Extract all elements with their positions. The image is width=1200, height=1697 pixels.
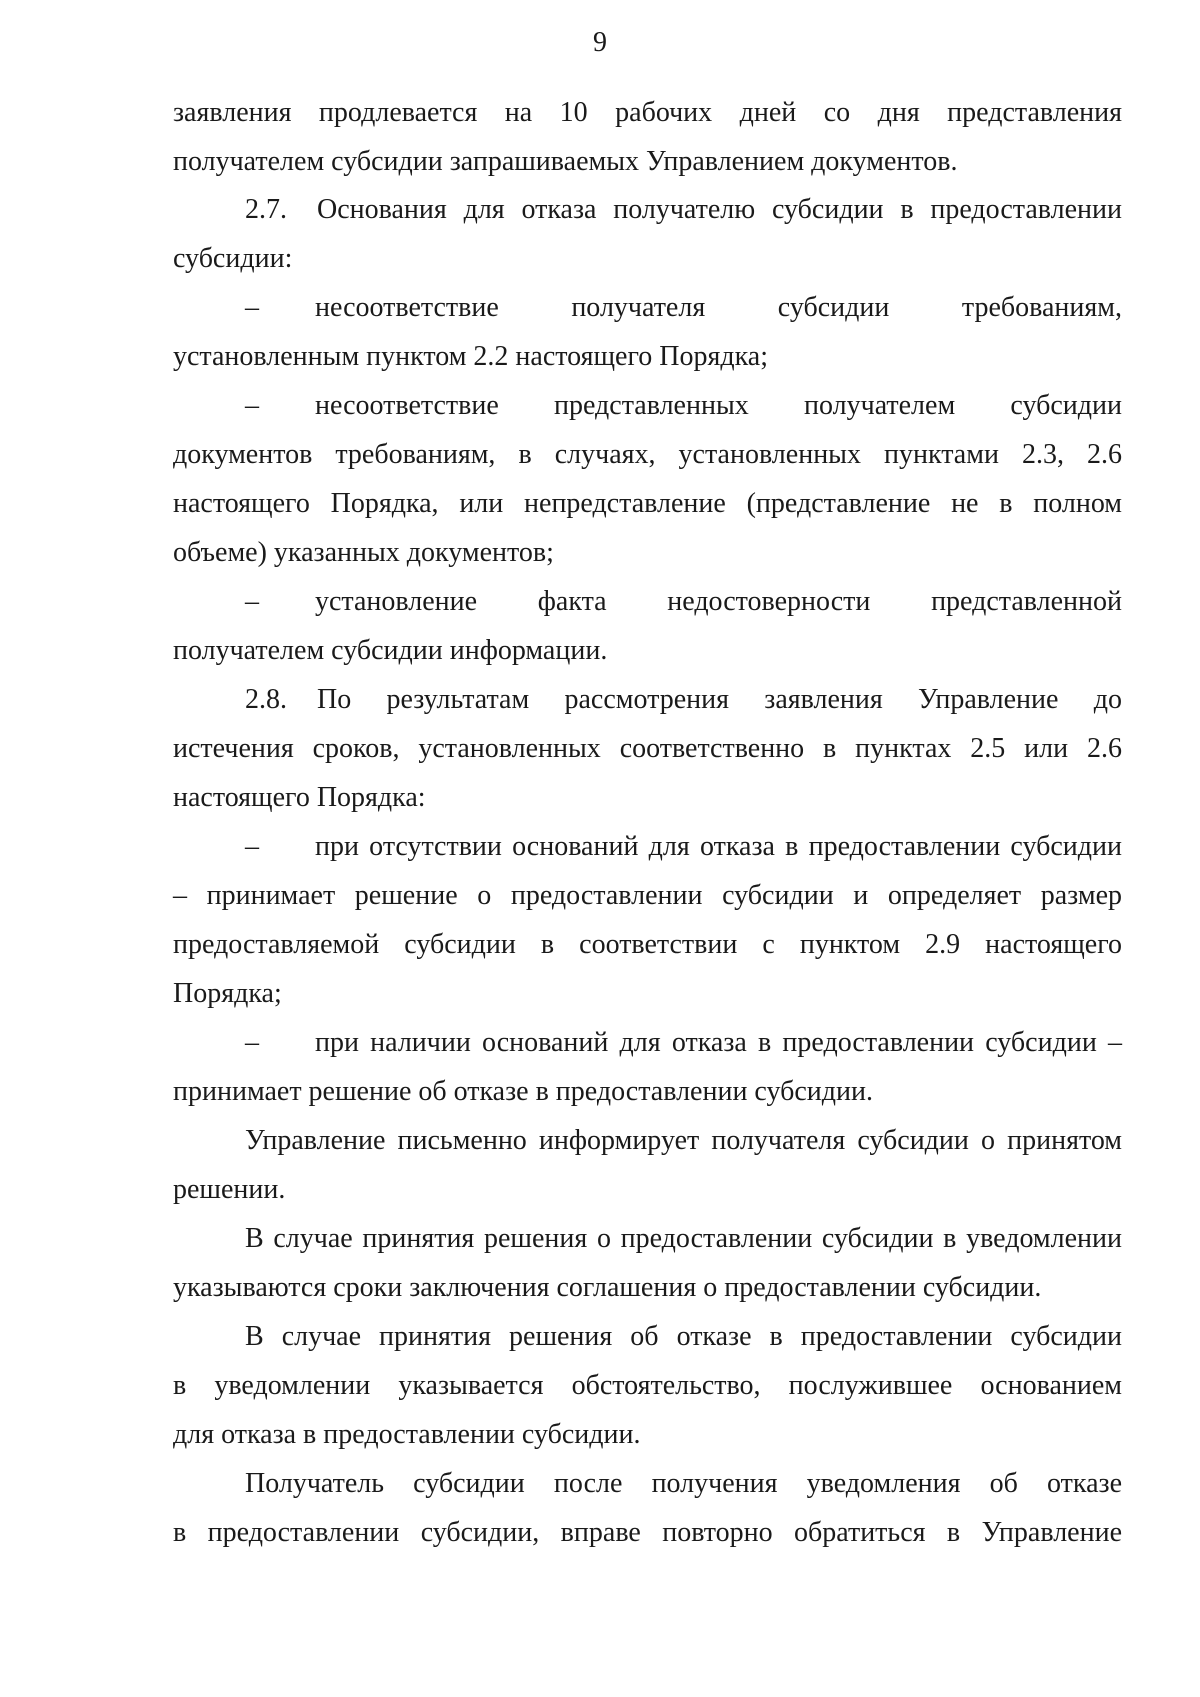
clause-2-8 bbox=[245, 683, 1122, 717]
list-item bbox=[245, 585, 1122, 619]
text-line: при отсутствии оснований для отказа в предоставлении субсидии bbox=[315, 831, 1122, 862]
text-line: Основания для отказа получателю субсидии в предоставлении bbox=[317, 194, 1122, 225]
text-line: Получатель субсидии после получения уведомления об отказе bbox=[245, 1468, 1122, 1499]
text-line: Порядка; bbox=[173, 978, 282, 1009]
text-line: субсидии: bbox=[173, 243, 293, 274]
text-line: в предоставлении субсидии, вправе повторно обратиться в Управление bbox=[173, 1517, 1122, 1548]
clause-2-7 bbox=[245, 193, 1122, 227]
text-line: заявления продлевается на 10 рабочих дней со дня представления bbox=[173, 97, 1122, 128]
text-line: документов требованиям, в случаях, установленных пунктами 2.3, 2.6 bbox=[173, 439, 1122, 470]
text-line: принимает решение об отказе в предоставлении субсидии. bbox=[173, 1076, 873, 1107]
page-number: 9 bbox=[593, 27, 607, 58]
text-line: – принимает решение о предоставлении субсидии и определяет размер bbox=[173, 880, 1122, 911]
dash-bullet: – bbox=[245, 292, 259, 323]
dash-bullet: – bbox=[245, 586, 259, 617]
clause-number: 2.8. bbox=[245, 684, 287, 715]
text-line: решении. bbox=[173, 1174, 286, 1205]
text-line: объеме) указанных документов; bbox=[173, 537, 554, 568]
text-line: установленным пунктом 2.2 настоящего Порядка; bbox=[173, 341, 768, 372]
list-item bbox=[245, 830, 1122, 864]
clause-number: 2.7. bbox=[245, 194, 287, 225]
text-line: По результатам рассмотрения заявления Управление до bbox=[317, 684, 1122, 715]
text-line: получателем субсидии запрашиваемых Управлением документов. bbox=[173, 146, 958, 177]
text-line: предоставляемой субсидии в соответствии с пунктом 2.9 настоящего bbox=[173, 929, 1122, 960]
dash-bullet: – bbox=[245, 831, 259, 862]
text-line: при наличии оснований для отказа в предоставлении субсидии – bbox=[315, 1027, 1122, 1058]
text-line: В случае принятия решения об отказе в предоставлении субсидии bbox=[245, 1321, 1122, 1352]
text-line: несоответствие представленных получателем субсидии bbox=[315, 390, 1122, 421]
list-item bbox=[245, 389, 1122, 423]
text-line: В случае принятия решения о предоставлении субсидии в уведомлении bbox=[245, 1223, 1122, 1254]
text-line: Управление письменно информирует получателя субсидии о принятом bbox=[245, 1125, 1122, 1156]
text-line: для отказа в предоставлении субсидии. bbox=[173, 1419, 641, 1450]
text-line: получателем субсидии информации. bbox=[173, 635, 608, 666]
dash-bullet: – bbox=[245, 390, 259, 421]
dash-bullet: – bbox=[245, 1027, 259, 1058]
list-item bbox=[245, 291, 1122, 325]
text-line: установление факта недостоверности представленной bbox=[315, 586, 1122, 617]
list-item bbox=[245, 1026, 1122, 1060]
text-line: несоответствие получателя субсидии требованиям, bbox=[315, 292, 1122, 323]
text-line: истечения сроков, установленных соответственно в пунктах 2.5 или 2.6 bbox=[173, 733, 1122, 764]
text-line: настоящего Порядка, или непредставление (представление не в полном bbox=[173, 488, 1122, 519]
text-line: в уведомлении указывается обстоятельство, послужившее основанием bbox=[173, 1370, 1122, 1401]
text-line: указываются сроки заключения соглашения о предоставлении субсидии. bbox=[173, 1272, 1042, 1303]
text-line: настоящего Порядка: bbox=[173, 782, 426, 813]
